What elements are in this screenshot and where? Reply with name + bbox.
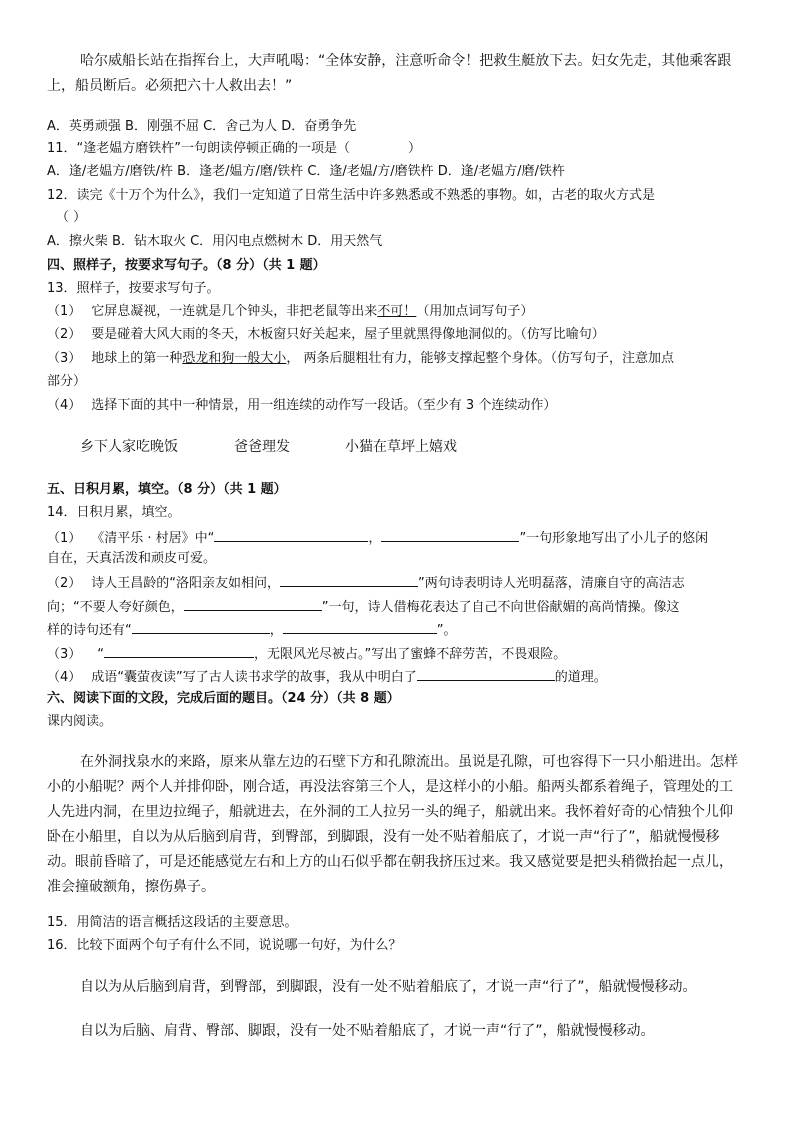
item-text: 要是碰着大风大雨的冬天，木板窗只好关起来，屋子里就黑得像地洞似的。（仿写比喻句） [91, 327, 605, 342]
q11-stem [47, 139, 421, 159]
scene-option: 乡下人家吃晚饭 [80, 439, 178, 455]
item-text: ， [368, 531, 382, 546]
q12-options: A．擦火柴 B．钻木取火 C．用闪电点燃树木 D．用天然气 [47, 234, 383, 249]
item-number: （4） [47, 398, 82, 413]
q12-paren: （ ） [56, 210, 87, 225]
q10-options: A．英勇顽强 B．刚强不屈 C．舍己为人 D．奋勇争先 [47, 119, 357, 134]
item-text: ，无限风光尽被占。”写出了蜜蜂不辞劳苦，不畏艰险。 [254, 647, 567, 662]
passage-line: 哈尔威船长站在指挥台上，大声吼喝：“全体安静，注意听命令！把救生艇放下去。妇女先走，其他乘客跟 [80, 53, 732, 69]
q14-item-1 [47, 527, 708, 549]
q14-stem: 14．日积月累，填空。 [47, 505, 181, 520]
q14-item-3 [47, 643, 566, 665]
q11-options: A．逢/老媪方/磨铁/杵 B．逢老/媪方/磨/铁杵 C．逢/老媪/方/磨铁杵 D．逢/老媪方/磨/铁杵 [47, 164, 565, 179]
item-number: （2） [47, 576, 82, 591]
passage-line: 在外洞找泉水的来路，原来从靠左边的石壁下方和孔隙流出。虽说是孔隙，可也容得下一只小船进出。怎样 [80, 754, 738, 770]
q14-item-2 [47, 572, 685, 594]
q13-item-2 [47, 325, 605, 345]
item-text: ， 两条后腿粗壮有力，能够支撑起整个身体。（仿写句子，注意加点 [286, 351, 674, 366]
answer-blank[interactable] [283, 619, 437, 634]
item-text: ”一句，诗人借梅花表达了自己不向世俗献媚的高尚情操。像这 [321, 600, 680, 615]
answer-blank[interactable] [104, 643, 254, 658]
item-text: 样的诗句还有“ [47, 623, 132, 638]
reading-intro: 课内阅读。 [47, 714, 113, 729]
dotted-word: 不可！ [377, 304, 417, 319]
q14-item-4 [47, 666, 607, 688]
scene-option: 爸爸理发 [234, 439, 290, 455]
item-number: （1） [47, 304, 82, 319]
answer-blank[interactable] [280, 572, 418, 587]
item-text: ”。 [436, 623, 457, 638]
item-number: （3） [47, 351, 82, 366]
q13-item-1 [47, 302, 533, 322]
passage-line: 动。眼前昏暗了，可是还能感觉左右和上方的山石似乎都在朝我挤压过来。我又感觉要是把头稍微抬起一点儿， [47, 854, 733, 870]
item-number: （4） [47, 670, 82, 685]
answer-blank[interactable] [132, 619, 270, 634]
item-text: 它屏息凝视，一连就是几个钟头，非把老鼠等出来 [91, 304, 378, 319]
q11-close-paren: ） [408, 141, 422, 156]
passage-line: 小的小船呢？两个人并排仰卧，刚合适，再没法容第三个人，是这样小的小船。船两头都系着绳子，管理处的工 [47, 779, 733, 795]
item-text: 《清平乐 · 村居》中“ [91, 531, 215, 546]
item-instruction: （用加点词写句子） [416, 304, 534, 319]
section-heading: 四、照样子，按要求写句子。（8 分）（共 1 题） [47, 258, 326, 273]
dotted-phrase: 恐龙和狗一般大小 [182, 351, 287, 366]
item-text: ”一句形象地写出了小儿子的悠闲 [519, 531, 709, 546]
item-number: （1） [47, 531, 82, 546]
answer-blank[interactable] [381, 527, 519, 542]
compare-sentence-b: 自以为后脑、肩背、臀部、脚跟，没有一处不贴着船底了，才说一声“行了”，船就慢慢移动。 [80, 1023, 655, 1039]
passage-line: 人先进内洞，在里边拉绳子，船就进去，在外洞的工人拉另一头的绳子，船就出来。我怀着好奇的心情独个儿仰 [47, 804, 733, 820]
answer-blank[interactable] [214, 527, 368, 542]
item-text: 成语“囊萤夜读”写了古人读书求学的故事，我从中明白了 [91, 670, 417, 685]
q13-item-3 [47, 349, 674, 369]
scene-option: 小猫在草坪上嬉戏 [345, 439, 457, 455]
item-text: 向；“不要人夸好颜色， [47, 600, 184, 615]
section-heading: 五、日积月累，填空。（8 分）（共 1 题） [47, 482, 287, 497]
item-text: 地球上的第一种 [91, 351, 183, 366]
item-text: ， [269, 623, 283, 638]
q14-item-1-cont: 自在，天真活泼和顽皮可爱。 [47, 551, 217, 566]
item-text: “ [97, 647, 105, 662]
q15-stem: 15．用简洁的语言概括这段话的主要意思。 [47, 915, 298, 930]
q12-stem: 12．读完《十万个为什么》，我们一定知道了日常生活中许多熟悉或不熟悉的事物。如，古老的取火方式是 [47, 188, 656, 203]
section-heading: 六、阅读下面的文段，完成后面的题目。（24 分）（共 8 题） [47, 691, 400, 706]
passage-line: 上，船员断后。必须把六十人救出去！” [47, 78, 293, 94]
item-text: 的道理。 [554, 670, 607, 685]
q13-item-3-cont: 部分） [47, 374, 87, 389]
answer-blank[interactable] [184, 596, 322, 611]
item-number: （3） [47, 647, 82, 662]
q16-stem: 16．比较下面两个句子有什么不同，说说哪一句好，为什么？ [47, 938, 402, 953]
q14-item-2-cont [47, 619, 457, 641]
q14-item-2-cont [47, 596, 680, 618]
q13-stem: 13．照样子，按要求写句子。 [47, 281, 220, 296]
item-text: ”两句诗表明诗人光明磊落，清廉自守的高洁志 [418, 576, 685, 591]
item-text: 诗人王昌龄的“洛阳亲友如相问， [91, 576, 281, 591]
compare-sentence-a: 自以为从后脑到肩背，到臀部，到脚跟，没有一处不贴着船底了，才说一声“行了”，船就慢慢移动。 [80, 979, 697, 995]
answer-blank[interactable] [417, 666, 555, 681]
item-text: 选择下面的其中一种情景，用一组连续的动作写一段话。（至少有 3 个连续动作） [91, 398, 557, 413]
item-number: （2） [47, 327, 82, 342]
q11-stem-text: 11．“逢老媪方磨铁杵”一句朗读停顿正确的一项是（ [47, 141, 351, 156]
passage-line: 准会撞破额角，擦伤鼻子。 [47, 879, 215, 895]
passage-line: 卧在小船里，自以为从后脑到肩背，到臀部，到脚跟，没有一处不贴着船底了，才说一声“行了”，船就慢慢移 [47, 829, 720, 845]
q13-item-4 [47, 396, 556, 416]
